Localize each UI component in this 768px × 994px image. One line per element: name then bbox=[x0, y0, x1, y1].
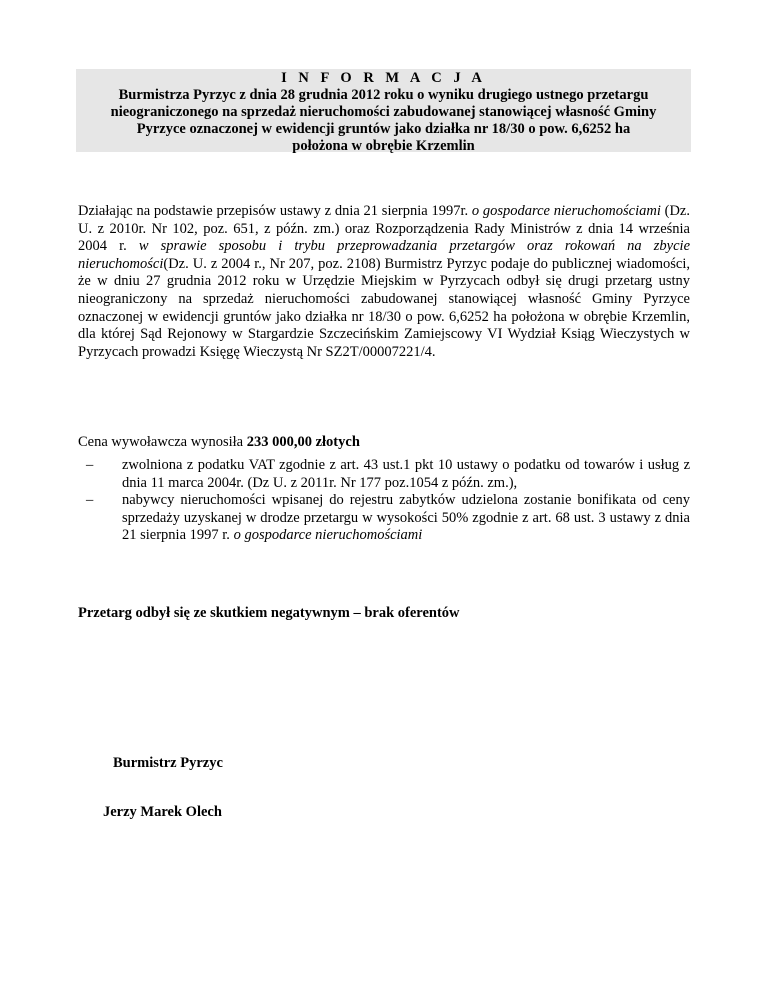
intro-italic-1: o gospodarce nieruchomościami bbox=[471, 203, 661, 219]
header-line-4: położona w obrębie Krzemlin bbox=[292, 138, 475, 154]
dash-bullet: – bbox=[86, 457, 94, 473]
intro-text-3: (Dz. U. z 2004 r., Nr 207, poz. 2108) Burmistrz Pyrzyc podaje do publicznej wiadomości, że w dniu 27 grudnia 2012 roku w Urzędzie Miejskim w Pyrzycach odbył się drugi przetarg ustny nieograniczony na sprzedaż nieruchomości zabudowanej stanowiącej własność Gminy Pyrzyce oznaczonej w ewidencji gruntów jako działka nr 18/30 o pow. 6,6252 ha położona w obrębie Krzemlin, dla której Sąd Rejonowy w Stargardzie Szczecińskim Zamiejscowy VI Wydział Ksiąg Wieczystych w Pyrzycach prowadzi Księgę Wieczystą Nr SZ2T/00007221/4. bbox=[78, 255, 690, 360]
price-line bbox=[78, 434, 690, 452]
list-item-italic: o gospodarce nieruchomościami bbox=[233, 527, 423, 544]
intro-text-2: (Dz. U. z 2010r. Nr 102, poz. 651, z późn. zm.) oraz Rozporządzenia Rady Ministrów z dnia 14 września 2004 r. bbox=[78, 203, 690, 255]
price-label: Cena wywoławcza wynosiła bbox=[78, 434, 247, 450]
intro-paragraph bbox=[78, 203, 690, 361]
intro-text-1: Działając na podstawie przepisów ustawy z dnia 21 sierpnia 1997r. bbox=[78, 203, 472, 219]
signer-name: Jerzy Marek Olech bbox=[103, 804, 222, 820]
list-item bbox=[78, 492, 690, 545]
document-title: I N F O R M A C J A bbox=[281, 70, 486, 86]
dash-bullet: – bbox=[86, 492, 94, 509]
list-item bbox=[78, 457, 690, 492]
list-item-text: zwolniona z podatku VAT zgodnie z art. 43 ust.1 pkt 10 ustawy o podatku od towarów i usług z dnia 11 marca 2004r. (Dz U. z 2011r. Nr 177 poz.1054 z późn. zm.), bbox=[122, 457, 690, 491]
auction-result: Przetarg odbył się ze skutkiem negatywnym – brak oferentów bbox=[78, 605, 460, 621]
signer-title: Burmistrz Pyrzyc bbox=[113, 755, 223, 771]
header-box bbox=[76, 69, 691, 152]
intro-italic-2: w sprawie sposobu i trybu przeprowadzania przetargów oraz rokowań na zbycie nieruchomości bbox=[78, 238, 691, 272]
list-item-text: nabywcy nieruchomości wpisanej do rejestru zabytków udzielona zostanie bonifikata od ceny sprzedaży uzyskanej w drodze przetargu w wysokości 50% zgodnie z art. 68 ust. 3 ustawy z dnia 21 sierpnia 1997 r. bbox=[122, 492, 690, 544]
header-line-3: Pyrzyce oznaczonej w ewidencji gruntów jako działka nr 18/30 o pow. 6,6252 ha bbox=[136, 121, 631, 137]
header-line-2: nieograniczonego na sprzedaż nieruchomości zabudowanej stanowiącej własność Gminy bbox=[110, 104, 657, 120]
price-conditions-list bbox=[78, 457, 690, 545]
price-amount: 233 000,00 złotych bbox=[246, 434, 360, 450]
header-line-1: Burmistrza Pyrzyc z dnia 28 grudnia 2012 roku o wyniku drugiego ustnego przetargu bbox=[118, 87, 649, 103]
